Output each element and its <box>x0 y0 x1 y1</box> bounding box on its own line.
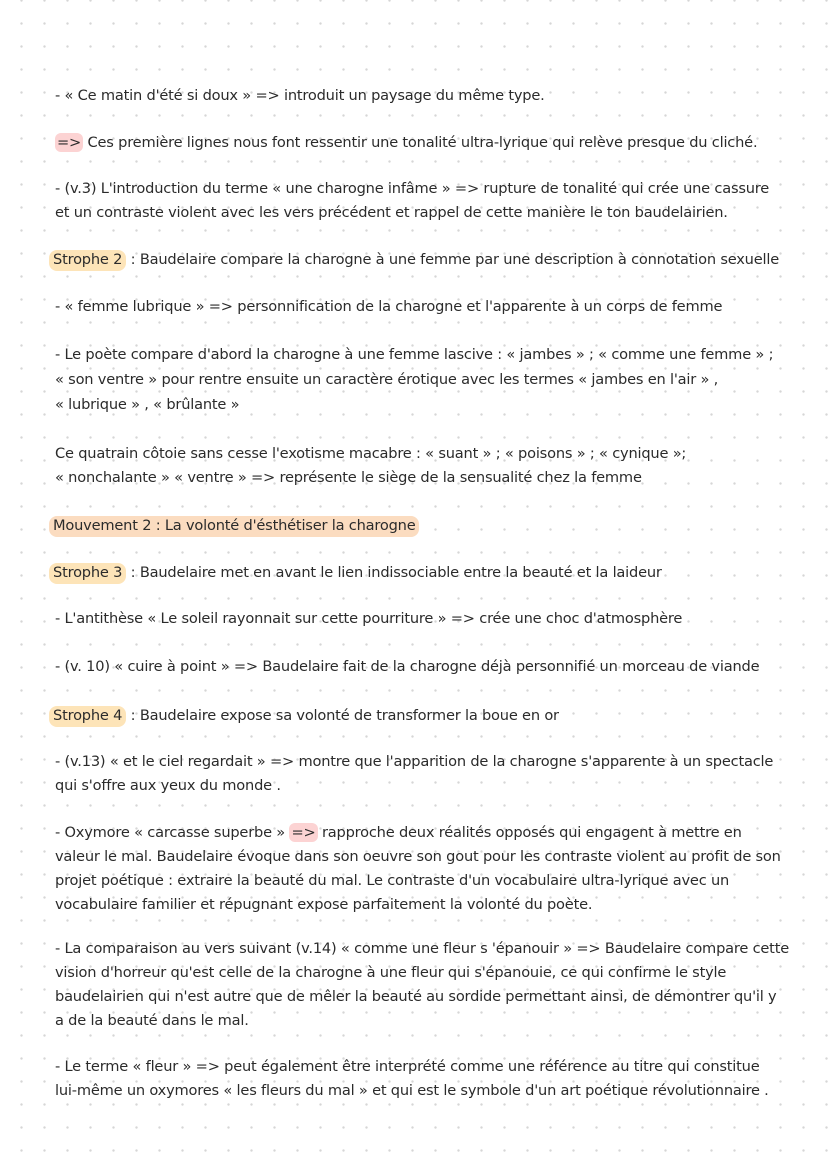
text-line: a de la beauté dans le mal. <box>55 1012 249 1029</box>
text-line: valeur le mal. Baudelaire évoque dans son oeuvre son gout pour les contraste violent au profit de son <box>55 848 781 865</box>
text-line: - L'antithèse « Le soleil rayonnait sur cette pourriture » => crée une choc d'atmosphère <box>55 610 683 627</box>
text-line: qui s'offre aux yeux du monde . <box>55 777 281 794</box>
text-line: - (v. 10) « cuire à point » => Baudelaire fait de la charogne déjà personnifié un morceau de viande <box>55 658 760 675</box>
text-line: lui-même un oxymores « les fleurs du mal » et qui est le symbole d'un art poétique révolutionnaire . <box>55 1082 769 1099</box>
strophe-description: : Baudelaire expose sa volonté de transformer la boue en or <box>130 707 559 724</box>
text-line: - Le terme « fleur » => peut également être interprété comme une référence au titre qui constitue <box>55 1058 760 1075</box>
text-line: - Le poète compare d'abord la charogne à une femme lascive : « jambes » ; « comme une femme » ; <box>55 346 774 363</box>
conclusion-line <box>55 131 788 155</box>
text-line: - La comparaison au vers suivant (v.14) « comme une fleur s 'épanouir » => Baudelaire compare cette <box>55 940 789 957</box>
text-span: rapproche deux réalités opposés qui engagent à mettre en <box>321 824 742 841</box>
text-line: vision d'horreur qu'est celle de la charogne à une fleur qui s'épanouie, ce qui confirme le style <box>55 964 727 981</box>
text-line: - (v.13) « et le ciel regardait » => montre que l'apparition de la charogne s'apparente à un spectacle <box>55 753 774 770</box>
mouvement-2-heading <box>49 514 788 538</box>
text-line: - (v.3) L'introduction du terme « une charogne infâme » => rupture de tonalité qui crée une cassure <box>55 180 770 197</box>
text-line: projet poétique : extraire la beauté du mal. Le contraste d'un vocabulaire ultra-lyrique avec un <box>55 872 730 889</box>
text-span: - Oxymore « carcasse superbe » <box>55 824 286 841</box>
text-span: Ces première lignes nous font ressentir une tonalité ultra-lyrique qui relève presque du cliché. <box>87 134 758 151</box>
arrow-highlight: => <box>291 824 316 841</box>
text-line: « son ventre » pour rentre ensuite un caractère érotique avec les termes « jambes en l'air » , <box>55 371 719 388</box>
arrow-highlight: => <box>57 134 82 151</box>
strophe-label: Strophe 4 <box>49 706 126 727</box>
strophe-4-heading <box>49 704 788 728</box>
strophe-3-heading <box>49 561 788 585</box>
text-line: vocabulaire familier et répugnant expose parfaitement la volonté du poète. <box>55 896 593 913</box>
text-line: et un contraste violent avec les vers précédent et rappel de cette manière le ton baudelairien. <box>55 204 728 221</box>
strophe-2-heading <box>49 248 788 272</box>
strophe-description: : Baudelaire compare la charogne à une femme par une description à connotation sexuelle <box>130 251 779 268</box>
text-line: « nonchalante » « ventre » => représente le siège de la sensualité chez la femme <box>55 469 642 486</box>
strophe-label: Strophe 2 <box>49 250 126 271</box>
strophe-label: Strophe 3 <box>49 563 126 584</box>
text-line: baudelairien qui n'est autre que de mêler la beauté au sordide permettant ainsi, de démontrer qu'il y <box>55 988 777 1005</box>
text-line: Ce quatrain côtoie sans cesse l'exotisme macabre : « suant » ; « poisons » ; « cynique »; <box>55 445 687 462</box>
mouvement-label: Mouvement 2 : La volonté d'ésthétiser la charogne <box>49 516 419 537</box>
text-line: - « Ce matin d'été si doux » => introduit un paysage du même type. <box>55 87 545 104</box>
strophe-description: : Baudelaire met en avant le lien indissociable entre la beauté et la laideur <box>130 564 662 581</box>
text-line: « lubrique » , « brûlante » <box>55 396 240 413</box>
text-line: - « femme lubrique » => personnification de la charogne et l'apparente à un corps de femme <box>55 298 723 315</box>
oxymore-line <box>55 821 788 845</box>
